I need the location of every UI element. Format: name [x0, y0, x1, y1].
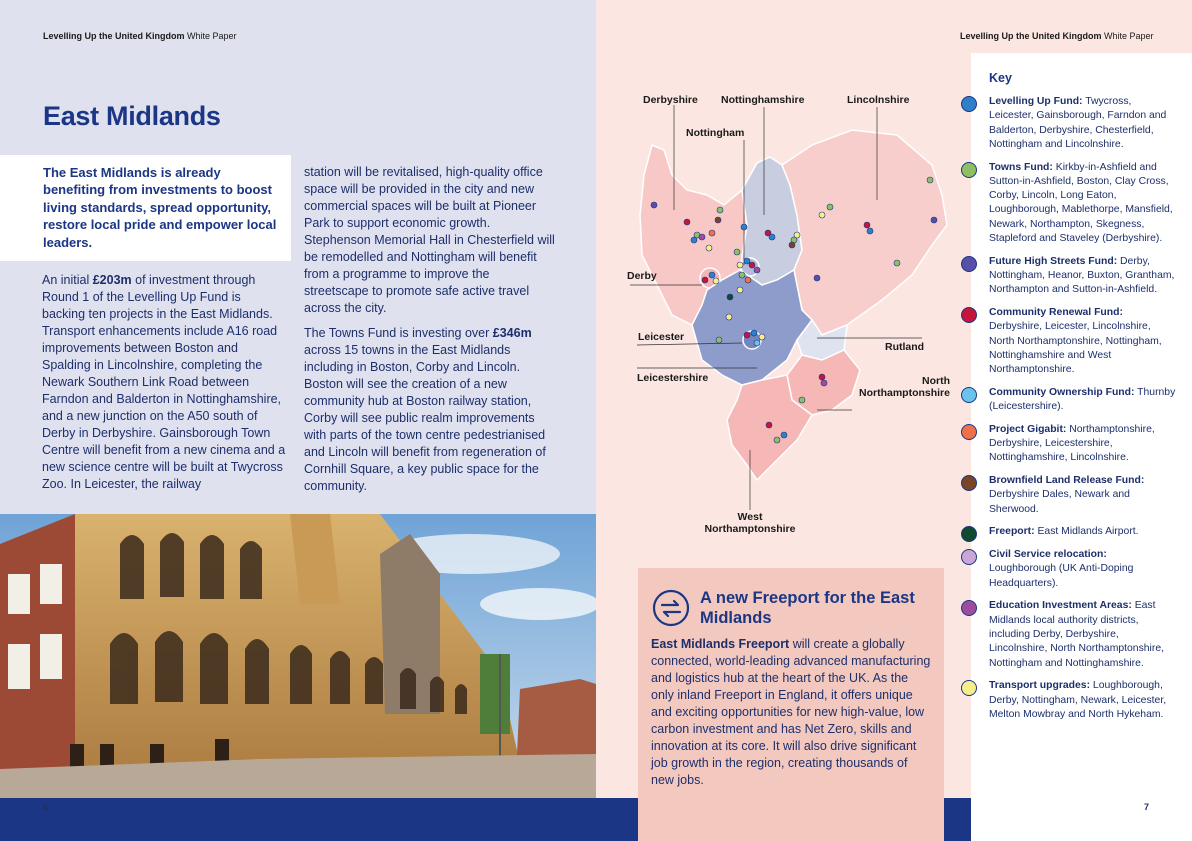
lead-box: [0, 155, 291, 261]
footer-bar-left: [0, 798, 596, 841]
freeport-title: A new Freeport for the East Midlands: [700, 589, 915, 627]
lead-text: The East Midlands is already benefiting from investments to boost living standards, spread opportunity, restore local pride and empower local leaders.: [43, 165, 277, 250]
legend-dot-icon: [961, 387, 977, 403]
page-number-right: 7: [1144, 802, 1150, 812]
key-item: [961, 679, 1176, 722]
legend-dot-icon: [961, 475, 977, 491]
freeport-box: [638, 568, 944, 841]
key-item: [961, 161, 1176, 247]
key-item-label: Levelling Up Fund:: [989, 96, 1083, 107]
body-paragraph: station will be revitalised, high-quality office space will be provided in the city and new commercial spaces will be built at Pioneer Park to support economic growth. Stephenson Memorial Hall in Chesterfield will be remodelled and Nottingham will benefit from a programme to improve the streetscape to promote safe active travel across the city.: [304, 165, 555, 315]
east-midlands-map-svg: [612, 85, 967, 545]
key-item-text: Kirkby-in-Ashfield and Sutton-in-Ashfield, Boston, Clay Cross, Corby, Lincoln, Long Eaton, Loughborough, Mablethorpe, Mansfield, Newark, Northampton, Skegness, Stapleford and Staveley (Derbyshire).: [989, 161, 1173, 245]
map-label-nottinghamshire: Nottinghamshire: [721, 94, 805, 106]
legend-dot-icon: [961, 549, 977, 565]
key-item: [961, 386, 1176, 415]
legend-dot-icon: [961, 162, 977, 178]
key-item: [961, 474, 1176, 517]
map-label-west-northamptonshire: West Northamptonshire: [704, 511, 796, 535]
key-item-text: Thurnby (Leicestershire).: [989, 386, 1176, 413]
legend-dot-icon: [961, 526, 977, 542]
key-item-text: Northamptonshire, Derbyshire, Leicestershire, Nottinghamshire, Lincolnshire.: [989, 423, 1155, 464]
freeport-body: East Midlands Freeport will create a globally connected, world-leading advanced manufacturing and logistics hub at the heart of the UK. As the only inland Freeport in England, it offers unique and exciting opportunities for new high-value, low carbon investment and has Net Zero, skills and innovation at its core. It will also drive significant job growth in the region, creating thousands of new jobs.: [651, 637, 931, 787]
key-item: [961, 95, 1176, 152]
legend-dot-icon: [961, 307, 977, 323]
key-title: Key: [989, 71, 1012, 85]
key-item-label: Towns Fund:: [989, 161, 1053, 173]
key-item-text: Derbyshire Dales, Newark and Sherwood.: [989, 489, 1130, 515]
key-item-text: East Midlands local authority districts, including Derby, Derbyshire, Lincolnshire, North Northamptonshire, Nottingham and Nottinghamshire.: [989, 600, 1164, 669]
county-lincolnshire: [782, 130, 947, 335]
legend-dot-icon: [961, 680, 977, 696]
map-label-lincolnshire: Lincolnshire: [847, 94, 910, 106]
legend-dot-icon: [961, 600, 977, 616]
legend-dot-icon: [961, 424, 977, 440]
key-item: [961, 306, 1176, 377]
key-item: [961, 423, 1176, 466]
map-label-leicester: Leicester: [638, 331, 685, 343]
key-item-label: Project Gigabit:: [989, 423, 1067, 435]
map-label-derby: Derby: [627, 270, 657, 282]
region-map: [612, 85, 967, 545]
key-item-text: Derby, Nottingham, Heanor, Buxton, Grantham, Northampton and Sutton-in-Ashfield.: [989, 255, 1175, 296]
guildhall-photo: [0, 514, 596, 798]
freeport-arrows-icon: [651, 588, 691, 628]
key-item-label: Transport upgrades:: [989, 680, 1091, 692]
key-item-text: Twycross, Leicester, Gainsborough, Farndon and Balderton, Derbyshire, Chesterfield, Nottingham and Lincolnshire.: [989, 96, 1167, 150]
key-item-label: Civil Service relocation:: [989, 549, 1107, 561]
page-number-left: 6: [43, 802, 49, 812]
map-label-north-northamptonshire: North Northamptonshire: [858, 375, 950, 399]
body-column-2: station will be revitalised, high-quality office space will be provided in the city and new commercial spaces will be built at Pioneer Park to support economic growth. Stephenson Memorial Hall in Chesterfield will be remodelled and Nottingham will benefit from a programme to improve the streetscape to promote safe active travel across the city. The Towns Fund is investing over £346m across 15 towns in the East Midlands including in Boston, Corby and Lincoln. Boston will see the creation of a new community hub at Boston railway station, Corby will see public realm improvements with parts of the town centre pedestrianised and Lincoln will benefit from regeneration of Cornhill Square, a key public space for the community.: [304, 165, 555, 493]
running-head-right: Levelling Up the United Kingdom White Paper: [960, 31, 1154, 41]
body-column-1: An initial £203m of investment through Round 1 of the Levelling Up Fund is backing ten projects in the East Midlands. Transport enhancements include A16 road improvements between Boston and Spalding in Lincolnshire, completing the Newark Southern Link Road between Farndon and Balderton in Nottinghamshire, and a new junction on the A50 south of Derby in Derbyshire. Gainsborough Town Centre will benefit from a new cinema and a new science centre will be built at Twycross Zoo. In Leicester, the railway: [42, 273, 286, 491]
legend-dot-icon: [961, 96, 977, 112]
key-item: [961, 255, 1176, 298]
key-item-label: Brownfield Land Release Fund:: [989, 475, 1145, 487]
key-item-text: Loughborough, Derby, Nottingham, Newark, Leicester, Melton Mowbray and North Hykeham.: [989, 680, 1167, 720]
key-item-label: Future High Streets Fund:: [989, 255, 1118, 267]
running-head-left: Levelling Up the United Kingdom White Paper: [43, 31, 237, 41]
map-label-leicestershire: Leicestershire: [637, 372, 709, 384]
key-list: [961, 95, 1176, 731]
key-item-text: Loughborough (UK Anti-Doping Headquarters).: [989, 563, 1134, 589]
page-title: East Midlands: [43, 101, 221, 131]
map-label-derbyshire: Derbyshire: [643, 94, 698, 106]
key-item-label: Community Renewal Fund:: [989, 307, 1123, 319]
key-item: [961, 548, 1176, 591]
key-item-label: Education Investment Areas:: [989, 600, 1132, 612]
map-label-rutland: Rutland: [885, 341, 925, 353]
key-item-label: Freeport:: [989, 526, 1035, 538]
key-item: [961, 525, 1176, 539]
legend-dot-icon: [961, 256, 977, 272]
map-label-nottingham: Nottingham: [686, 127, 745, 139]
key-item: [961, 599, 1176, 670]
key-item-label: Community Ownership Fund:: [989, 386, 1135, 398]
key-item-text: East Midlands Airport.: [1034, 526, 1139, 538]
key-item-text: Derbyshire, Leicester, Lincolnshire, North Northamptonshire, Nottingham, Nottinghamshire and West Northamptonshire.: [989, 321, 1162, 376]
